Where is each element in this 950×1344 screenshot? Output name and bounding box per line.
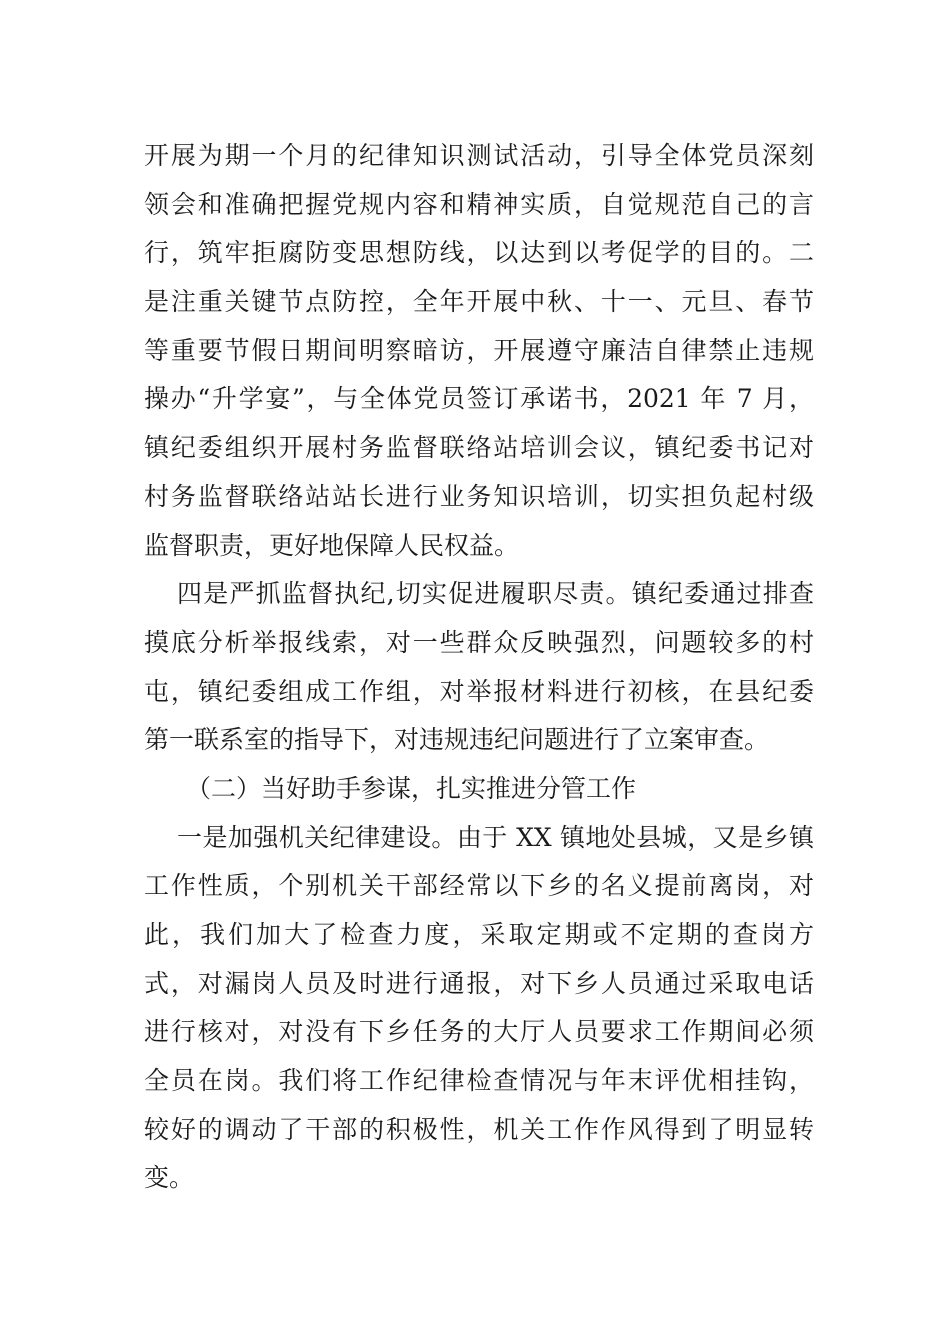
- text-line: 等重要节假日期间明察暗访，开展遵守廉洁自律禁止违规: [144, 335, 814, 365]
- text-line: 操办“升学宴”，与全体党员签订承诺书，2021 年 7 月，: [144, 384, 814, 414]
- text-line: 监督职责，更好地保障人民权益。: [144, 530, 520, 560]
- text-line: 较好的调动了干部的积极性，机关工作作风得到了明显转: [144, 1114, 814, 1144]
- text-line: 开展为期一个月的纪律知识测试活动，引导全体党员深刻: [144, 141, 814, 170]
- text-line: 领会和准确把握党规内容和精神实质，自觉规范自己的言: [144, 189, 814, 219]
- text-line: 行，筑牢拒腐防变思想防线，以达到以考促学的目的。二: [144, 238, 814, 268]
- text-line: 第一联系室的指导下，对违规违纪问题进行了立案审查。: [144, 725, 770, 755]
- text-line: 是注重关键节点防控，全年开展中秋、十一、元旦、春节: [144, 287, 814, 317]
- text-line: 变。: [144, 1163, 195, 1193]
- text-line: 屯，镇纪委组成工作组，对举报材料进行初核，在县纪委: [144, 676, 814, 706]
- text-line: 式，对漏岗人员及时进行通报，对下乡人员通过采取电话: [144, 968, 814, 998]
- text-line: 全员在岗。我们将工作纪律检查情况与年末评优相挂钩，: [144, 1066, 814, 1096]
- text-line: 镇纪委组织开展村务监督联络站培训会议，镇纪委书记对: [144, 433, 814, 463]
- text-line: 工作性质，个别机关干部经常以下乡的名义提前离岗，对: [144, 871, 814, 901]
- text-line: 进行核对，对没有下乡任务的大厅人员要求工作期间必须: [144, 1017, 814, 1047]
- document-body: [144, 132, 814, 1203]
- text-line: 摸底分析举报线索，对一些群众反映强烈，问题较多的村: [144, 627, 814, 657]
- section-heading: （二）当好助手参谋，扎实推进分管工作: [186, 773, 637, 803]
- text-line: 此，我们加大了检查力度，采取定期或不定期的查岗方: [144, 920, 814, 949]
- text-line: 村务监督联络站站长进行业务知识培训，切实担负起村级: [144, 481, 814, 511]
- paragraph-start-line: 四是严抓监督执纪,切实促进履职尽责。镇纪委通过排查: [177, 579, 814, 609]
- paragraph-start-line: 一是加强机关纪律建设。由于 XX 镇地处县城，又是乡镇: [177, 822, 814, 852]
